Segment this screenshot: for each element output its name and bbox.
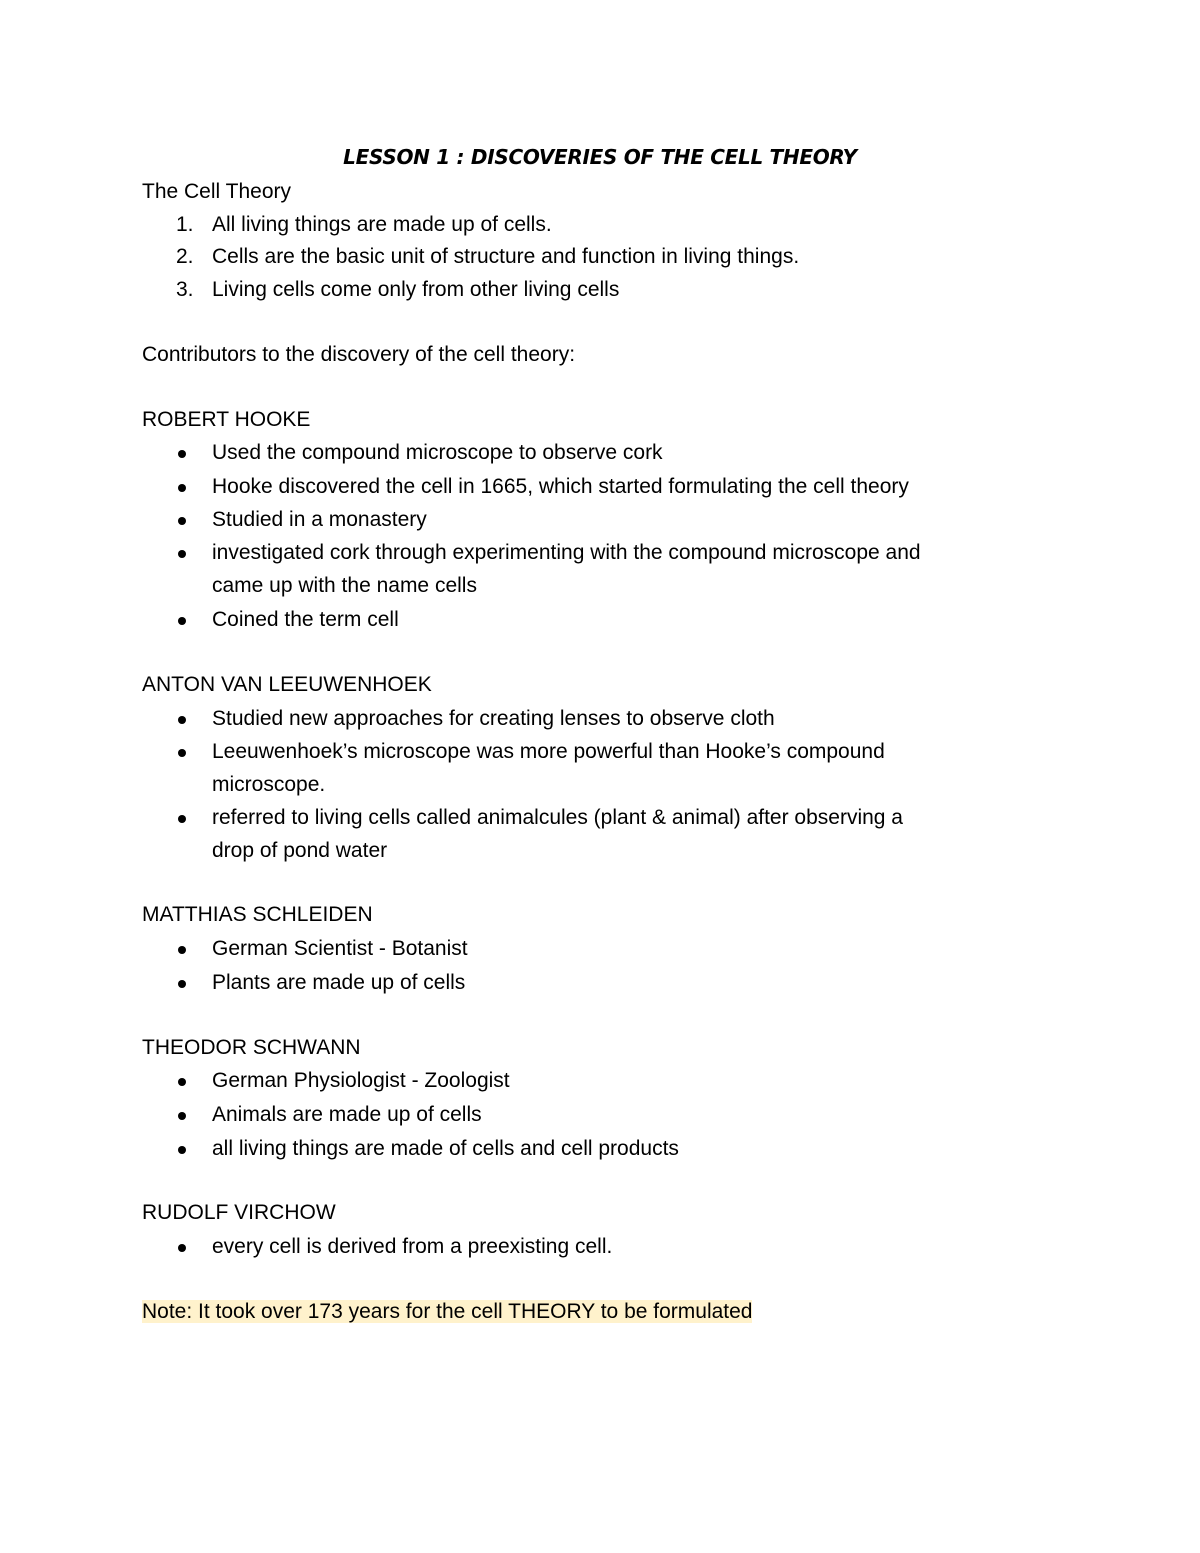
list-item: German Physiologist - Zoologist <box>212 1069 510 1092</box>
list-item: every cell is derived from a preexisting cell. <box>212 1235 613 1258</box>
highlighted-note: Note: It took over 173 years for the cell THEORY to be formulated <box>142 1300 753 1323</box>
list-item: referred to living cells called animalcules (plant & animal) after observing a <box>212 806 903 829</box>
list-item: Hooke discovered the cell in 1665, which started formulating the cell theory <box>212 475 909 498</box>
bullet-icon <box>178 946 186 954</box>
bullet-icon <box>178 1112 186 1120</box>
list-item: Coined the term cell <box>212 608 399 631</box>
bullet-icon <box>178 815 186 823</box>
note-line <box>142 1296 752 1328</box>
cell-theory-heading: The Cell Theory <box>142 180 292 203</box>
list-item: Animals are made up of cells <box>212 1103 482 1126</box>
bullet-icon <box>178 716 186 724</box>
section-heading-schleiden: MATTHIAS SCHLEIDEN <box>142 903 373 926</box>
list-item: Plants are made up of cells <box>212 971 466 994</box>
list-item: Used the compound microscope to observe cork <box>212 441 663 464</box>
bullet-icon <box>178 749 186 757</box>
cell-theory-item: Living cells come only from other living cells <box>212 278 620 301</box>
contributors-intro: Contributors to the discovery of the cell theory: <box>142 343 576 366</box>
bullet-icon <box>178 517 186 525</box>
bullet-icon <box>178 484 186 492</box>
bullet-icon <box>178 1244 186 1252</box>
list-item: German Scientist - Botanist <box>212 937 468 960</box>
bullet-icon <box>178 550 186 558</box>
bullet-icon <box>178 1078 186 1086</box>
lesson-title: LESSON 1 : DISCOVERIES OF THE CELL THEORY <box>343 145 857 169</box>
list-number: 1. <box>176 213 194 236</box>
section-heading-virchow: RUDOLF VIRCHOW <box>142 1201 336 1224</box>
list-number: 3. <box>176 278 194 301</box>
list-item-continuation: microscope. <box>212 773 326 796</box>
list-item-continuation: drop of pond water <box>212 839 388 862</box>
list-item: Leeuwenhoek’s microscope was more powerful than Hooke’s compound <box>212 740 885 763</box>
bullet-icon <box>178 617 186 625</box>
list-number: 2. <box>176 245 194 268</box>
list-item: all living things are made of cells and cell products <box>212 1137 679 1160</box>
bullet-icon <box>178 980 186 988</box>
bullet-icon <box>178 450 186 458</box>
section-heading-leeuwenhoek: ANTON VAN LEEUWENHOEK <box>142 673 432 696</box>
list-item: Studied new approaches for creating lenses to observe cloth <box>212 707 775 730</box>
bullet-icon <box>178 1146 186 1154</box>
section-heading-hooke: ROBERT HOOKE <box>142 408 311 431</box>
list-item: Studied in a monastery <box>212 508 427 531</box>
list-item-continuation: came up with the name cells <box>212 574 477 597</box>
list-item: investigated cork through experimenting with the compound microscope and <box>212 541 921 564</box>
cell-theory-item: Cells are the basic unit of structure and function in living things. <box>212 245 800 268</box>
cell-theory-item: All living things are made up of cells. <box>212 213 552 236</box>
section-heading-schwann: THEODOR SCHWANN <box>142 1036 361 1059</box>
